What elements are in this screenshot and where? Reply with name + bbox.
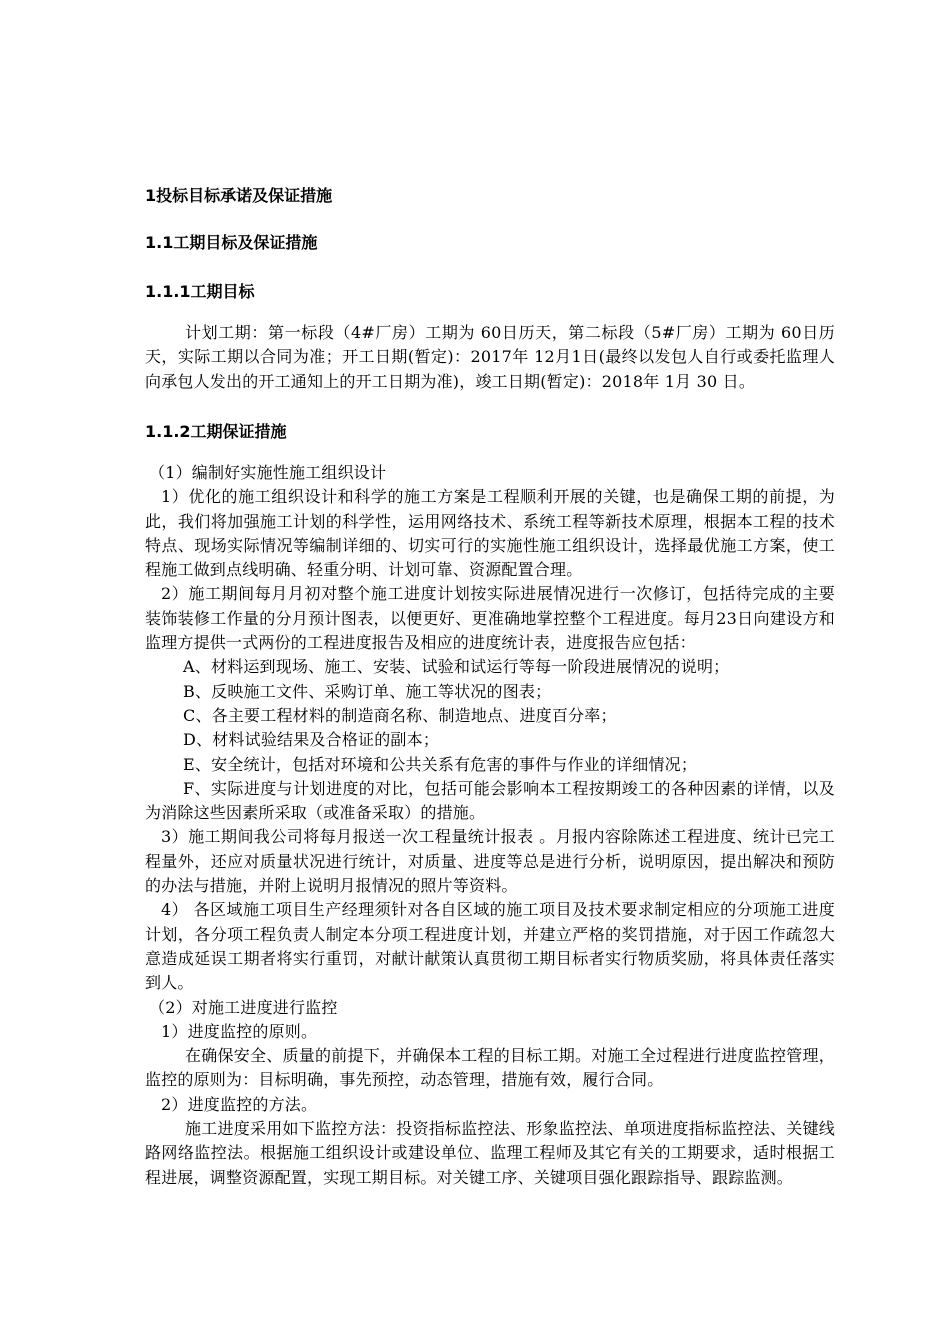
section-2-paragraph-2: 施工进度采用如下监控方法：投资指标监控法、形象监控法、单项进度指标监控法、关键线路网络监控法。根据施工组织设计或建设单位、监理工程师及其它有关的工期要求，适时根据工程进展，调整资源配置，实现工期目标。对关键工序、关键项目强化跟踪指导、跟踪监测。 bbox=[145, 1119, 835, 1187]
section-2-paragraph-1: 在确保安全、质量的前提下，并确保本工程的目标工期。对施工全过程进行进度监控管理，监控的原则为：目标明确，事先预控，动态管理，措施有效，履行合同。 bbox=[145, 1046, 835, 1090]
section-1-paragraph-2: 2）施工期间每月月初对整个施工进度计划按实际进展情况进行一次修订，包括待完成的主要装饰装修工作量的分月预计图表，以便更好、更准确地掌控整个工程进度。每月23日向建设方和监理方提供一式两份的工程进度报告及相应的进度统计表，进度报告应包括： bbox=[145, 584, 835, 653]
section-1-title: （1）编制好实施性施工组织设计 bbox=[149, 463, 387, 482]
section-1-paragraph-3: 3）施工期间我公司将每月报送一次工程量统计报表 。月报内容除陈述工程进度、统计已完工程量外，还应对质量状况进行统计，对质量、进度等总是进行分析，说明原因，提出解决和预防的办法与措施，并附上说明月报情况的照片等资料。 bbox=[145, 827, 835, 896]
section-1-paragraph-1: 1）优化的施工组织设计和科学的施工方案是工程顺利开展的关键，也是确保工期的前提，为此，我们将加强施工计划的科学性，运用网络技术、系统工程等新技术原理，根据本工程的技术特点、现场实际情况等编制详细的、切实可行的实施性施工组织设计，选择最优施工方案，使工程施工做到点线明确、轻重分明、计划可靠、资源配置合理。 bbox=[145, 487, 835, 580]
goal-paragraph: 计划工期：第一标段（4#厂房）工期为 60日历天，第二标段（5#厂房）工期为 60日历天，实际工期以合同为准；开工日期(暂定)：2017年 12月1日(最终以发包人自行或委托监理人向承包人发出的开工通知上的开工日期为准)，竣工日期(暂定)：2018年 1月 30 日。 bbox=[145, 323, 835, 391]
list-item-a: A、材料运到现场、施工、安装、试验和试运行等每一阶段进展情况的说明； bbox=[183, 657, 730, 677]
section-2-title: （2）对施工进度进行监控 bbox=[149, 997, 338, 1017]
heading-1: 1投标目标承诺及保证措施 bbox=[145, 186, 333, 205]
list-item-d: D、材料试验结果及合格证的副本； bbox=[183, 730, 440, 750]
section-1-paragraph-4: 4） 各区域施工项目生产经理须针对各自区域的施工项目及技术要求制定相应的分项施工进度计划，各分项工程负责人制定本分项工程进度计划，并建立严格的奖罚措施，对于因工作疏忽大意造成延误工期者将实行重罚，对献计献策认真贯彻工期目标者实行物质奖励，将具体责任落实到人。 bbox=[145, 900, 835, 993]
measures-section bbox=[145, 461, 835, 1190]
heading-1-1: 1.1工期目标及保证措施 bbox=[145, 233, 318, 252]
section-2-subtitle-2: 2）进度监控的方法。 bbox=[161, 1094, 318, 1114]
list-item-c: C、各主要工程材料的制造商名称、制造地点、进度百分率； bbox=[183, 705, 617, 725]
goal-section bbox=[145, 321, 835, 394]
list-item-b: B、反映施工文件、采购订单、施工等状况的图表； bbox=[183, 681, 552, 701]
list-item-e: E、安全统计，包括对环境和公共关系有危害的事件与作业的详细情况； bbox=[183, 754, 698, 774]
heading-1-1-2: 1.1.2工期保证措施 bbox=[145, 422, 287, 441]
list-item-f: F、实际进度与计划进度的对比，包括可能会影响本工程按期竣工的各种因素的详情，以及为消除这些因素所采取（或准备采取）的措施。 bbox=[145, 778, 835, 823]
heading-1-1-1: 1.1.1工期目标 bbox=[145, 282, 255, 301]
section-2-subtitle-1: 1）进度监控的原则。 bbox=[161, 1021, 318, 1041]
